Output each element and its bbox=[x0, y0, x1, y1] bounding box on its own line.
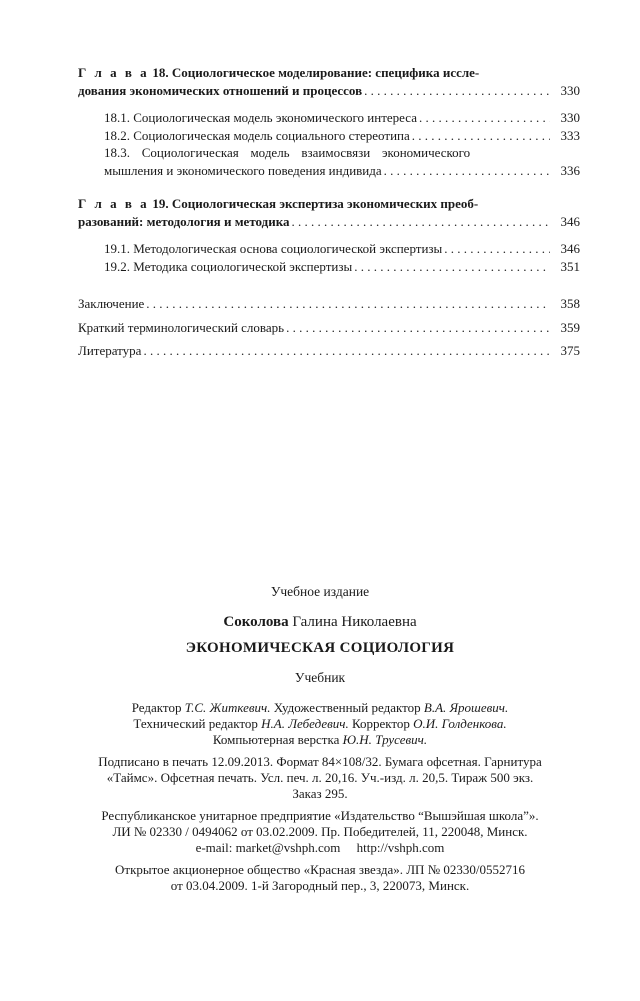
table-of-contents bbox=[78, 64, 580, 360]
leader-dots bbox=[284, 319, 550, 337]
tech-editor-label: Технический редактор bbox=[133, 716, 258, 731]
toc-section-18-3[interactable] bbox=[104, 144, 580, 179]
page-number: 333 bbox=[560, 127, 580, 143]
toc-section-list bbox=[78, 109, 580, 179]
toc-section-19-1[interactable] bbox=[104, 240, 580, 258]
print-line-1: Подписано в печать 12.09.2013. Формат 84×108/32. Бумага офсетная. Гарнитура bbox=[98, 754, 542, 769]
print-line-3: Заказ 295. bbox=[292, 786, 348, 801]
entry-label: Литература bbox=[78, 343, 142, 358]
print-details bbox=[60, 754, 580, 802]
layout-label: Компьютерная верстка bbox=[212, 732, 340, 747]
publisher-line-2: ЛИ № 02330 / 0494062 от 03.02.2009. Пр. Победителей, 11, 220048, Минск. bbox=[112, 824, 528, 839]
imprint-block bbox=[60, 584, 580, 900]
author-surname: Соколова bbox=[223, 614, 289, 630]
art-editor-label: Художественный редактор bbox=[273, 700, 421, 715]
leader-dots bbox=[382, 162, 550, 180]
section-label: 19.2. Методика социологической экспертизы bbox=[104, 258, 353, 274]
page-number: 330 bbox=[560, 110, 580, 125]
section-label-line-1: 18.3. Социологическая модель взаимосвязи экономического bbox=[104, 145, 471, 160]
publisher-line-1: Республиканское унитарное предприятие «Издательство “Вышэйшая школа”». bbox=[101, 808, 539, 823]
toc-glossary[interactable] bbox=[78, 319, 580, 337]
editor-label: Редактор bbox=[131, 700, 182, 715]
leader-dots bbox=[290, 213, 550, 231]
chapter-prefix: Г л а в а bbox=[78, 196, 150, 211]
author-given-names: Галина Николаевна bbox=[292, 614, 417, 630]
leader-dots bbox=[141, 342, 550, 360]
printer-line-2: от 03.04.2009. 1-й Загородный пер., 3, 220073, Минск. bbox=[170, 878, 470, 893]
edition-type: Учебное издание bbox=[270, 584, 370, 599]
leader-dots bbox=[417, 109, 550, 127]
toc-section-19-2[interactable] bbox=[104, 258, 580, 276]
print-line-2: «Таймс». Офсетная печать. Усл. печ. л. 20,16. Уч.-изд. л. 20,5. Тираж 500 экз. bbox=[106, 770, 534, 785]
page-number: 358 bbox=[560, 296, 580, 311]
leader-dots bbox=[352, 258, 550, 276]
tech-editor-name: Н.А. Лебедевич. bbox=[261, 716, 349, 731]
page-number: 346 bbox=[560, 241, 580, 256]
publisher-line-3: e-mail: market@vshph.com http://vshph.com bbox=[195, 840, 445, 855]
chapter-prefix: Г л а в а bbox=[78, 65, 150, 80]
toc-chapter-18[interactable] bbox=[78, 64, 580, 99]
printer-details bbox=[60, 862, 580, 894]
page-number: 359 bbox=[560, 319, 580, 335]
page-number: 375 bbox=[560, 343, 580, 358]
chapter-title-line-1: 18. Социологическое моделирование: специфика иссле- bbox=[152, 65, 480, 80]
book-title: ЭКОНОМИЧЕСКАЯ СОЦИОЛОГИЯ bbox=[185, 640, 455, 656]
toc-section-18-1[interactable] bbox=[104, 109, 580, 127]
page-number: 336 bbox=[560, 162, 580, 178]
publisher-details bbox=[60, 808, 580, 856]
proofreader-name: О.И. Голденкова. bbox=[413, 716, 507, 731]
page-number: 330 bbox=[560, 82, 580, 98]
toc-literature[interactable] bbox=[78, 342, 580, 360]
proofreader-label: Корректор bbox=[351, 716, 410, 731]
leader-dots bbox=[410, 127, 550, 145]
leader-dots bbox=[442, 240, 550, 258]
author bbox=[60, 614, 580, 630]
toc-section-18-2[interactable] bbox=[104, 127, 580, 145]
section-label: 18.1. Социологическая модель экономического интереса bbox=[104, 110, 417, 125]
printer-line-1: Открытое акционерное общество «Красная звезда». ЛП № 02330/0552716 bbox=[115, 862, 525, 877]
editorial-credits bbox=[60, 700, 580, 748]
page-number: 351 bbox=[560, 258, 580, 274]
book-type: Учебник bbox=[294, 670, 346, 685]
toc-chapter-19[interactable] bbox=[78, 195, 580, 230]
layout-name: Ю.Н. Трусевич. bbox=[342, 732, 428, 747]
toc-section-list bbox=[78, 240, 580, 275]
section-label: 18.2. Социологическая модель социального стереотипа bbox=[104, 127, 410, 143]
section-label-line-2: мышления и экономического поведения индивида bbox=[104, 162, 382, 178]
editor-name: Т.С. Житкевич. bbox=[184, 700, 271, 715]
section-label: 19.1. Методологическая основа социологической экспертизы bbox=[104, 241, 443, 256]
chapter-title-line-2: разований: методология и методика bbox=[78, 213, 290, 229]
leader-dots bbox=[362, 82, 550, 100]
chapter-title-line-2: дования экономических отношений и процессов bbox=[78, 82, 363, 98]
toc-conclusion[interactable] bbox=[78, 295, 580, 313]
chapter-title-line-1: 19. Социологическая экспертиза экономических преоб- bbox=[152, 196, 479, 211]
page-number: 346 bbox=[560, 213, 580, 229]
art-editor-name: В.А. Ярошевич. bbox=[423, 700, 509, 715]
entry-label: Краткий терминологический словарь bbox=[78, 319, 285, 335]
entry-label: Заключение bbox=[78, 296, 145, 311]
leader-dots bbox=[144, 295, 550, 313]
